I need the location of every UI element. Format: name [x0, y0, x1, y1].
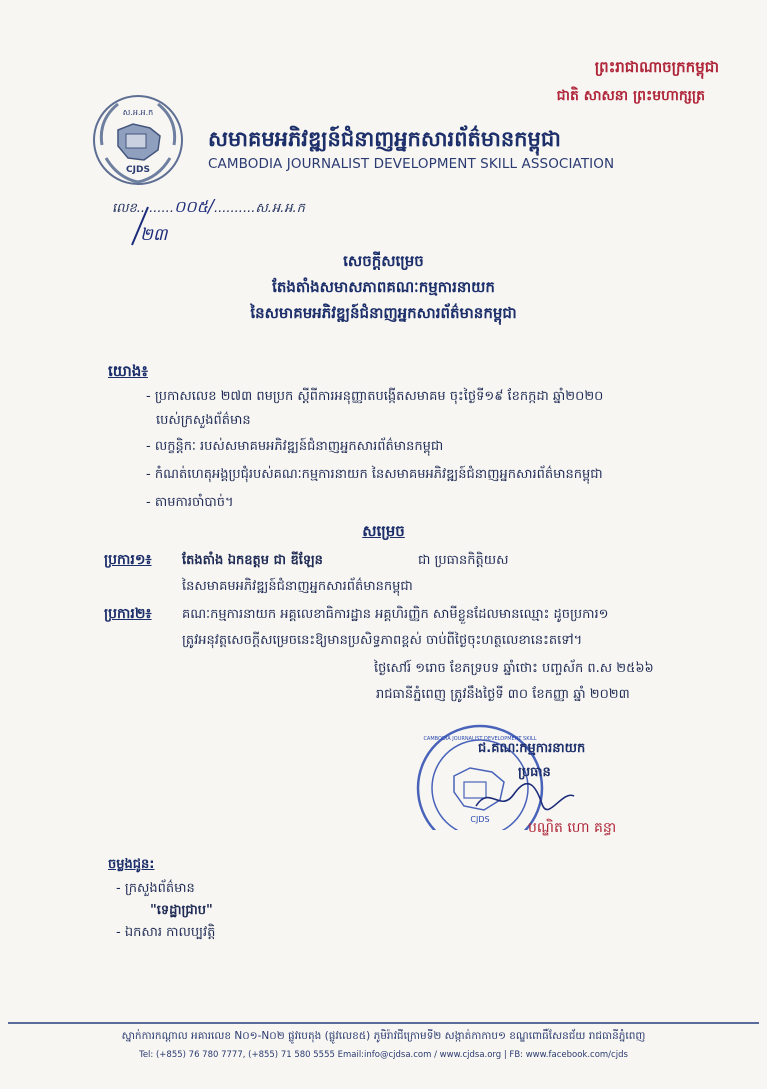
article-2-label: ប្រការ២៖ — [104, 606, 152, 622]
article-2-line1: គណៈកម្មការនាយក អគ្គលេខាធិការដ្ឋាន អគ្គហិរញ្ញិក សាមីខ្លួនដែលមានឈ្មោះ ដូចប្រការ១ — [182, 607, 609, 622]
logo-abbr-kh: ស.អ.អ.ក — [122, 108, 154, 117]
footer-contacts: Tel: (+855) 76 780 7777, (+855) 71 580 5555 Email:info@cjdsa.com / www.cjdsa.org | FB: www.facebook.com/cjds — [139, 1050, 628, 1060]
logo-abbr-en: CJDS — [126, 165, 150, 175]
association-logo-icon — [88, 90, 188, 190]
footer-address: ស្នាក់ការកណ្ដាល អគារលេខ N០១-N០២ ផ្លូវបេតុង (ផ្លូវលេខ៥) ភូមិរ៉ាវជីក្រោមទី២ សង្កាត់កាកាប១ ខណ្ឌពោធិ៍សែនជ័យ រាជធានីភ្នំពេញ — [121, 1030, 646, 1042]
signatory-role: ប្រធាន — [518, 765, 551, 780]
article-2-line2: ត្រូវអនុវត្តសេចក្ដីសម្រេចនេះឱ្យមានប្រសិទ្ធភាពខ្ពស់ ចាប់ពីថ្ងៃចុះហត្ថលេខានេះតទៅ។ — [182, 633, 583, 648]
title-appointment: តែងតាំងសមាសភាពគណៈកម្មការនាយក — [272, 278, 495, 296]
seen-item-4: - តាមការចាំបាច់។ — [146, 495, 234, 510]
decision-heading: សម្រេច — [362, 522, 405, 540]
ref-year: ២៣ — [140, 225, 168, 245]
ref-number: ០០៥ — [173, 197, 208, 216]
article-1-text: តែងតាំង ឯកឧត្តម ជា ឌីឡែន — [182, 553, 323, 568]
seen-item-2: - លក្ខន្តិកៈ របស់សមាគមអភិវឌ្ឍន៍ជំនាញអ្នកសារព័ត៌មានកម្ពុជា — [146, 439, 444, 454]
recipients-heading: ចម្លងជូន: — [108, 857, 155, 872]
recipient-1: - ក្រសួងព័ត៌មាន — [116, 881, 195, 896]
seen-item-3: - កំណត់ហេតុអង្គប្រជុំរបស់គណៈកម្មការនាយក នៃសមាគមអភិវឌ្ឍន៍ជំនាញអ្នកសារព័ត៌មានកម្ពុជា — [146, 467, 603, 482]
title-decision: សេចក្ដីសម្រេច — [343, 252, 424, 270]
recipient-note: "ទេដ្ឋាជ្រាប" — [150, 903, 213, 918]
kingdom-heading: ព្រះរាជាណាចក្រកម្ពុជា — [594, 58, 719, 76]
ref-prefix: លេខ......... — [112, 201, 174, 216]
stamp-abbr: CJDS — [470, 815, 490, 824]
article-1-role: ជា ប្រធានកិត្តិយស — [418, 553, 509, 568]
signatory-name: បណ្ឌិត ហោ គន្ធា — [528, 820, 617, 836]
ref-suffix: ..........ស.អ.អ.ក — [214, 201, 305, 216]
org-name-en: CAMBODIA JOURNALIST DEVELOPMENT SKILL ASSOCIATION — [208, 156, 615, 172]
recipient-2: - ឯកសារ កាលប្បវត្តិ — [116, 925, 216, 940]
date-lunar: ថ្ងៃសៅរ៍ ១រោច ខែភទ្របទ ឆ្នាំថោះ បញ្ចស័ក ព.ស ២៥៦៦ — [374, 661, 654, 676]
seen-item-1-cont: បេស់ក្រសួងព័ត៌មាន — [156, 413, 251, 428]
org-name-kh: សមាគមអភិវឌ្ឍន៍ជំនាញអ្នកសារព័ត៌មានកម្ពុជា — [208, 127, 561, 151]
seen-heading: យោង៖ — [108, 362, 148, 380]
seen-item-1: - ប្រកាសលេខ ២៧៣ ពមប្រក ស្ដីពីការអនុញ្ញាតបង្កើតសមាគម ចុះថ្ងៃទី១៩ ខែកក្កដា ឆ្នាំ២០២០ — [146, 389, 604, 404]
signatory-body: ជ.គណៈកម្មការនាយក — [478, 741, 586, 756]
title-association: នៃសមាគមអភិវឌ្ឍន៍ជំនាញអ្នកសារព័ត៌មានកម្ពុជា — [250, 304, 517, 322]
article-1-label: ប្រការ១៖ — [104, 552, 152, 568]
national-motto: ជាតិ សាសនា ព្រះមហាក្សត្រ — [556, 88, 705, 104]
footer-divider — [8, 1022, 759, 1024]
date-solar: រាជធានីភ្នំពេញ ត្រូវនឹងថ្ងៃទី ៣០ ខែកញ្ញា ឆ្នាំ ២០២៣ — [376, 687, 630, 702]
article-1-line2: នៃសមាគមអភិវឌ្ឍន៍ជំនាញអ្នកសារព័ត៌មានកម្ពុជា — [182, 579, 413, 594]
ref-slash: / — [207, 196, 215, 217]
handwritten-signature-icon — [470, 780, 580, 816]
stamp-text: CAMBODIA JOURNALIST DEVELOPMENT SKILL — [423, 736, 537, 742]
